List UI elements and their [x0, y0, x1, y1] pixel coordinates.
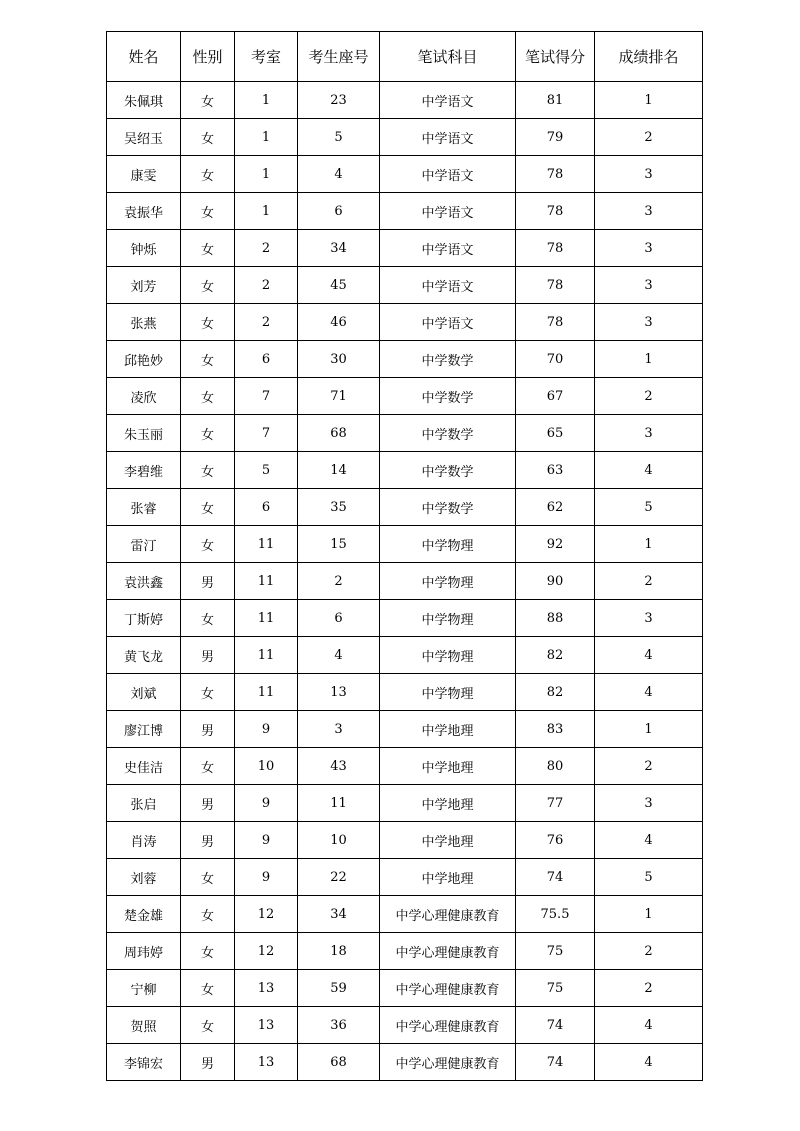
- cell-gender: 女: [181, 748, 235, 785]
- header-written-score: 笔试得分: [516, 32, 595, 82]
- cell-written-subject: 中学语文: [380, 304, 516, 341]
- table-row: [107, 1044, 703, 1081]
- cell-gender: 女: [181, 119, 235, 156]
- cell-written-subject: 中学语文: [380, 119, 516, 156]
- cell-seat-number: 30: [298, 341, 380, 378]
- cell-written-subject: 中学数学: [380, 341, 516, 378]
- exam-score-table: [106, 31, 703, 1081]
- table-row: [107, 785, 703, 822]
- cell-written-score: 78: [516, 230, 595, 267]
- cell-written-subject: 中学物理: [380, 637, 516, 674]
- cell-rank: 3: [595, 156, 703, 193]
- cell-rank: 2: [595, 119, 703, 156]
- cell-name: 丁斯婷: [107, 600, 181, 637]
- cell-exam-room: 13: [235, 1007, 298, 1044]
- table-row: [107, 526, 703, 563]
- cell-written-subject: 中学地理: [380, 822, 516, 859]
- cell-written-subject: 中学地理: [380, 711, 516, 748]
- table-row: [107, 748, 703, 785]
- cell-gender: 女: [181, 156, 235, 193]
- cell-name: 刘蓉: [107, 859, 181, 896]
- cell-gender: 女: [181, 304, 235, 341]
- cell-written-subject: 中学物理: [380, 600, 516, 637]
- cell-name: 朱玉丽: [107, 415, 181, 452]
- header-gender: 性别: [181, 32, 235, 82]
- cell-name: 肖涛: [107, 822, 181, 859]
- header-name: 姓名: [107, 32, 181, 82]
- cell-written-score: 80: [516, 748, 595, 785]
- cell-seat-number: 43: [298, 748, 380, 785]
- cell-gender: 女: [181, 600, 235, 637]
- table-row: [107, 452, 703, 489]
- cell-name: 康雯: [107, 156, 181, 193]
- cell-seat-number: 68: [298, 1044, 380, 1081]
- cell-written-score: 67: [516, 378, 595, 415]
- cell-seat-number: 6: [298, 193, 380, 230]
- cell-rank: 4: [595, 637, 703, 674]
- cell-written-score: 75.5: [516, 896, 595, 933]
- cell-gender: 女: [181, 378, 235, 415]
- cell-name: 刘芳: [107, 267, 181, 304]
- cell-name: 吴绍玉: [107, 119, 181, 156]
- cell-name: 钟烁: [107, 230, 181, 267]
- cell-gender: 女: [181, 933, 235, 970]
- cell-gender: 女: [181, 859, 235, 896]
- table-row: [107, 378, 703, 415]
- table-row: [107, 711, 703, 748]
- cell-exam-room: 1: [235, 193, 298, 230]
- cell-gender: 女: [181, 1007, 235, 1044]
- table-header-row: [107, 32, 703, 82]
- cell-seat-number: 14: [298, 452, 380, 489]
- cell-name: 史佳洁: [107, 748, 181, 785]
- cell-gender: 女: [181, 674, 235, 711]
- cell-written-subject: 中学地理: [380, 859, 516, 896]
- table-row: [107, 82, 703, 119]
- table-row: [107, 933, 703, 970]
- cell-rank: 5: [595, 489, 703, 526]
- cell-written-subject: 中学语文: [380, 267, 516, 304]
- cell-name: 张睿: [107, 489, 181, 526]
- cell-gender: 女: [181, 341, 235, 378]
- cell-rank: 1: [595, 711, 703, 748]
- cell-seat-number: 4: [298, 156, 380, 193]
- cell-seat-number: 68: [298, 415, 380, 452]
- cell-rank: 3: [595, 230, 703, 267]
- cell-exam-room: 6: [235, 489, 298, 526]
- cell-written-score: 79: [516, 119, 595, 156]
- cell-rank: 2: [595, 970, 703, 1007]
- cell-exam-room: 11: [235, 526, 298, 563]
- cell-written-subject: 中学语文: [380, 156, 516, 193]
- cell-written-score: 76: [516, 822, 595, 859]
- header-rank: 成绩排名: [595, 32, 703, 82]
- cell-rank: 1: [595, 526, 703, 563]
- cell-name: 黄飞龙: [107, 637, 181, 674]
- cell-written-subject: 中学数学: [380, 378, 516, 415]
- cell-gender: 女: [181, 452, 235, 489]
- cell-gender: 女: [181, 526, 235, 563]
- cell-written-score: 63: [516, 452, 595, 489]
- cell-written-score: 74: [516, 1044, 595, 1081]
- cell-seat-number: 6: [298, 600, 380, 637]
- cell-exam-room: 9: [235, 822, 298, 859]
- cell-exam-room: 7: [235, 415, 298, 452]
- table-row: [107, 119, 703, 156]
- cell-rank: 4: [595, 1007, 703, 1044]
- cell-seat-number: 45: [298, 267, 380, 304]
- cell-name: 李锦宏: [107, 1044, 181, 1081]
- cell-seat-number: 3: [298, 711, 380, 748]
- cell-seat-number: 34: [298, 230, 380, 267]
- cell-written-score: 74: [516, 1007, 595, 1044]
- cell-written-score: 82: [516, 674, 595, 711]
- cell-gender: 男: [181, 637, 235, 674]
- cell-written-score: 78: [516, 304, 595, 341]
- cell-gender: 女: [181, 489, 235, 526]
- table-row: [107, 156, 703, 193]
- cell-exam-room: 13: [235, 970, 298, 1007]
- cell-written-subject: 中学心理健康教育: [380, 1007, 516, 1044]
- cell-written-subject: 中学语文: [380, 82, 516, 119]
- cell-written-score: 62: [516, 489, 595, 526]
- cell-written-score: 78: [516, 193, 595, 230]
- cell-written-score: 75: [516, 933, 595, 970]
- cell-written-subject: 中学数学: [380, 415, 516, 452]
- cell-written-score: 82: [516, 637, 595, 674]
- cell-name: 朱佩琪: [107, 82, 181, 119]
- cell-gender: 男: [181, 822, 235, 859]
- cell-gender: 女: [181, 896, 235, 933]
- table-row: [107, 193, 703, 230]
- cell-name: 袁振华: [107, 193, 181, 230]
- cell-exam-room: 11: [235, 674, 298, 711]
- table-row: [107, 600, 703, 637]
- cell-name: 周玮婷: [107, 933, 181, 970]
- cell-written-score: 65: [516, 415, 595, 452]
- table-row: [107, 230, 703, 267]
- table-row: [107, 304, 703, 341]
- cell-exam-room: 2: [235, 230, 298, 267]
- cell-written-subject: 中学地理: [380, 748, 516, 785]
- cell-written-subject: 中学心理健康教育: [380, 970, 516, 1007]
- cell-name: 张燕: [107, 304, 181, 341]
- cell-exam-room: 11: [235, 637, 298, 674]
- cell-rank: 2: [595, 378, 703, 415]
- cell-seat-number: 34: [298, 896, 380, 933]
- cell-rank: 4: [595, 452, 703, 489]
- cell-seat-number: 13: [298, 674, 380, 711]
- cell-written-subject: 中学物理: [380, 563, 516, 600]
- cell-exam-room: 10: [235, 748, 298, 785]
- table-row: [107, 822, 703, 859]
- cell-written-score: 78: [516, 267, 595, 304]
- cell-rank: 3: [595, 600, 703, 637]
- cell-rank: 4: [595, 674, 703, 711]
- cell-rank: 1: [595, 82, 703, 119]
- cell-exam-room: 1: [235, 119, 298, 156]
- cell-rank: 1: [595, 896, 703, 933]
- cell-written-subject: 中学语文: [380, 230, 516, 267]
- header-exam-room: 考室: [235, 32, 298, 82]
- header-seat-number: 考生座号: [298, 32, 380, 82]
- cell-written-score: 83: [516, 711, 595, 748]
- cell-exam-room: 11: [235, 600, 298, 637]
- cell-exam-room: 6: [235, 341, 298, 378]
- cell-name: 楚金雄: [107, 896, 181, 933]
- cell-written-subject: 中学语文: [380, 193, 516, 230]
- cell-seat-number: 22: [298, 859, 380, 896]
- cell-gender: 男: [181, 563, 235, 600]
- cell-exam-room: 1: [235, 82, 298, 119]
- cell-seat-number: 46: [298, 304, 380, 341]
- table-row: [107, 896, 703, 933]
- cell-name: 李碧维: [107, 452, 181, 489]
- table-row: [107, 341, 703, 378]
- cell-gender: 女: [181, 82, 235, 119]
- cell-seat-number: 2: [298, 563, 380, 600]
- cell-written-score: 88: [516, 600, 595, 637]
- cell-rank: 3: [595, 193, 703, 230]
- cell-written-score: 74: [516, 859, 595, 896]
- cell-seat-number: 23: [298, 82, 380, 119]
- cell-seat-number: 35: [298, 489, 380, 526]
- cell-name: 张启: [107, 785, 181, 822]
- cell-written-score: 81: [516, 82, 595, 119]
- cell-rank: 3: [595, 267, 703, 304]
- cell-written-subject: 中学心理健康教育: [380, 933, 516, 970]
- cell-exam-room: 1: [235, 156, 298, 193]
- cell-seat-number: 71: [298, 378, 380, 415]
- cell-gender: 女: [181, 267, 235, 304]
- table-row: [107, 674, 703, 711]
- cell-exam-room: 9: [235, 859, 298, 896]
- cell-seat-number: 18: [298, 933, 380, 970]
- cell-rank: 2: [595, 933, 703, 970]
- cell-exam-room: 9: [235, 711, 298, 748]
- table-row: [107, 267, 703, 304]
- cell-written-score: 90: [516, 563, 595, 600]
- cell-gender: 男: [181, 785, 235, 822]
- table-row: [107, 859, 703, 896]
- cell-rank: 2: [595, 563, 703, 600]
- cell-exam-room: 12: [235, 933, 298, 970]
- cell-gender: 女: [181, 970, 235, 1007]
- cell-written-score: 77: [516, 785, 595, 822]
- cell-written-subject: 中学心理健康教育: [380, 1044, 516, 1081]
- cell-seat-number: 59: [298, 970, 380, 1007]
- cell-rank: 4: [595, 822, 703, 859]
- cell-written-subject: 中学数学: [380, 489, 516, 526]
- table-row: [107, 1007, 703, 1044]
- cell-exam-room: 2: [235, 304, 298, 341]
- table-row: [107, 489, 703, 526]
- cell-name: 凌欣: [107, 378, 181, 415]
- cell-name: 廖江博: [107, 711, 181, 748]
- table-row: [107, 563, 703, 600]
- cell-gender: 女: [181, 415, 235, 452]
- cell-seat-number: 11: [298, 785, 380, 822]
- cell-rank: 1: [595, 341, 703, 378]
- cell-written-score: 92: [516, 526, 595, 563]
- table-body: [107, 82, 703, 1081]
- cell-exam-room: 13: [235, 1044, 298, 1081]
- cell-name: 宁柳: [107, 970, 181, 1007]
- cell-rank: 2: [595, 748, 703, 785]
- cell-seat-number: 10: [298, 822, 380, 859]
- table-row: [107, 637, 703, 674]
- table-row: [107, 415, 703, 452]
- cell-name: 袁洪鑫: [107, 563, 181, 600]
- cell-exam-room: 12: [235, 896, 298, 933]
- cell-exam-room: 9: [235, 785, 298, 822]
- cell-written-score: 70: [516, 341, 595, 378]
- cell-rank: 3: [595, 785, 703, 822]
- cell-seat-number: 36: [298, 1007, 380, 1044]
- cell-name: 刘斌: [107, 674, 181, 711]
- cell-written-subject: 中学物理: [380, 674, 516, 711]
- cell-name: 邱艳妙: [107, 341, 181, 378]
- cell-exam-room: 7: [235, 378, 298, 415]
- cell-rank: 5: [595, 859, 703, 896]
- cell-seat-number: 15: [298, 526, 380, 563]
- cell-exam-room: 2: [235, 267, 298, 304]
- cell-written-subject: 中学地理: [380, 785, 516, 822]
- cell-exam-room: 11: [235, 563, 298, 600]
- cell-rank: 3: [595, 415, 703, 452]
- table-row: [107, 970, 703, 1007]
- cell-gender: 女: [181, 230, 235, 267]
- cell-written-subject: 中学心理健康教育: [380, 896, 516, 933]
- cell-gender: 男: [181, 711, 235, 748]
- cell-written-score: 75: [516, 970, 595, 1007]
- cell-rank: 4: [595, 1044, 703, 1081]
- cell-written-score: 78: [516, 156, 595, 193]
- cell-name: 雷汀: [107, 526, 181, 563]
- header-written-subject: 笔试科目: [380, 32, 516, 82]
- cell-written-subject: 中学数学: [380, 452, 516, 489]
- cell-rank: 3: [595, 304, 703, 341]
- cell-gender: 女: [181, 193, 235, 230]
- cell-name: 贺照: [107, 1007, 181, 1044]
- cell-written-subject: 中学物理: [380, 526, 516, 563]
- cell-seat-number: 4: [298, 637, 380, 674]
- cell-seat-number: 5: [298, 119, 380, 156]
- cell-gender: 男: [181, 1044, 235, 1081]
- cell-exam-room: 5: [235, 452, 298, 489]
